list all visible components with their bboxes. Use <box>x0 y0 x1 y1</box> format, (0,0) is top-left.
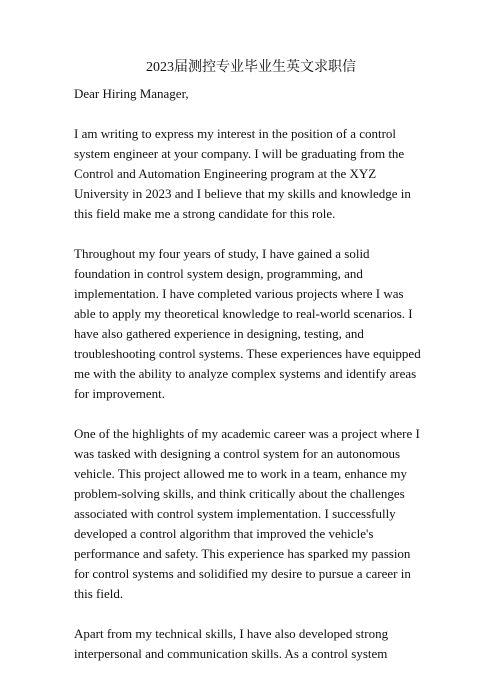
document-title: 2023届测控专业毕业生英文求职信 <box>146 60 356 75</box>
text-line: was tasked with designing a control system for an autonomous <box>74 446 401 461</box>
paragraph-skills <box>74 624 434 664</box>
text-line: developed a control algorithm that improved the vehicle's <box>74 526 374 541</box>
text-line: for control systems and solidified my desire to pursue a career in <box>74 566 411 581</box>
paragraph-highlight <box>74 424 434 604</box>
salutation: Dear Hiring Manager, <box>74 86 189 101</box>
text-line: this field make me a strong candidate for this role. <box>74 206 336 221</box>
paragraph-study <box>74 244 434 404</box>
text-line: troubleshooting control systems. These experiences have equipped <box>74 346 421 361</box>
text-line: foundation in control system design, programming, and <box>74 266 363 281</box>
text-line: vehicle. This project allowed me to work in a team, enhance my <box>74 466 407 481</box>
text-line: implementation. I have completed various projects where I was <box>74 286 404 301</box>
text-line: associated with control system implementation. I successfully <box>74 506 396 521</box>
text-line: Control and Automation Engineering program at the XYZ <box>74 166 377 181</box>
text-line: me with the ability to analyze complex systems and identify areas <box>74 366 417 381</box>
text-line: able to apply my theoretical knowledge to real-world scenarios. I <box>74 306 413 321</box>
text-line: One of the highlights of my academic career was a project where I <box>74 426 420 441</box>
text-line: I am writing to express my interest in the position of a control <box>74 126 397 141</box>
text-line: Apart from my technical skills, I have also developed strong <box>74 626 389 641</box>
text-line: this field. <box>74 586 124 601</box>
text-line: have also gathered experience in designing, testing, and <box>74 326 364 341</box>
text-line: problem-solving skills, and think critically about the challenges <box>74 486 405 501</box>
letter-body <box>74 84 434 684</box>
text-line: performance and safety. This experience has sparked my passion <box>74 546 411 561</box>
text-line: University in 2023 and I believe that my skills and knowledge in <box>74 186 411 201</box>
text-line: for improvement. <box>74 386 165 401</box>
text-line: interpersonal and communication skills. As a control system <box>74 646 388 661</box>
paragraph-intro <box>74 124 434 224</box>
text-line: system engineer at your company. I will be graduating from the <box>74 146 405 161</box>
text-line: Throughout my four years of study, I have gained a solid <box>74 246 370 261</box>
